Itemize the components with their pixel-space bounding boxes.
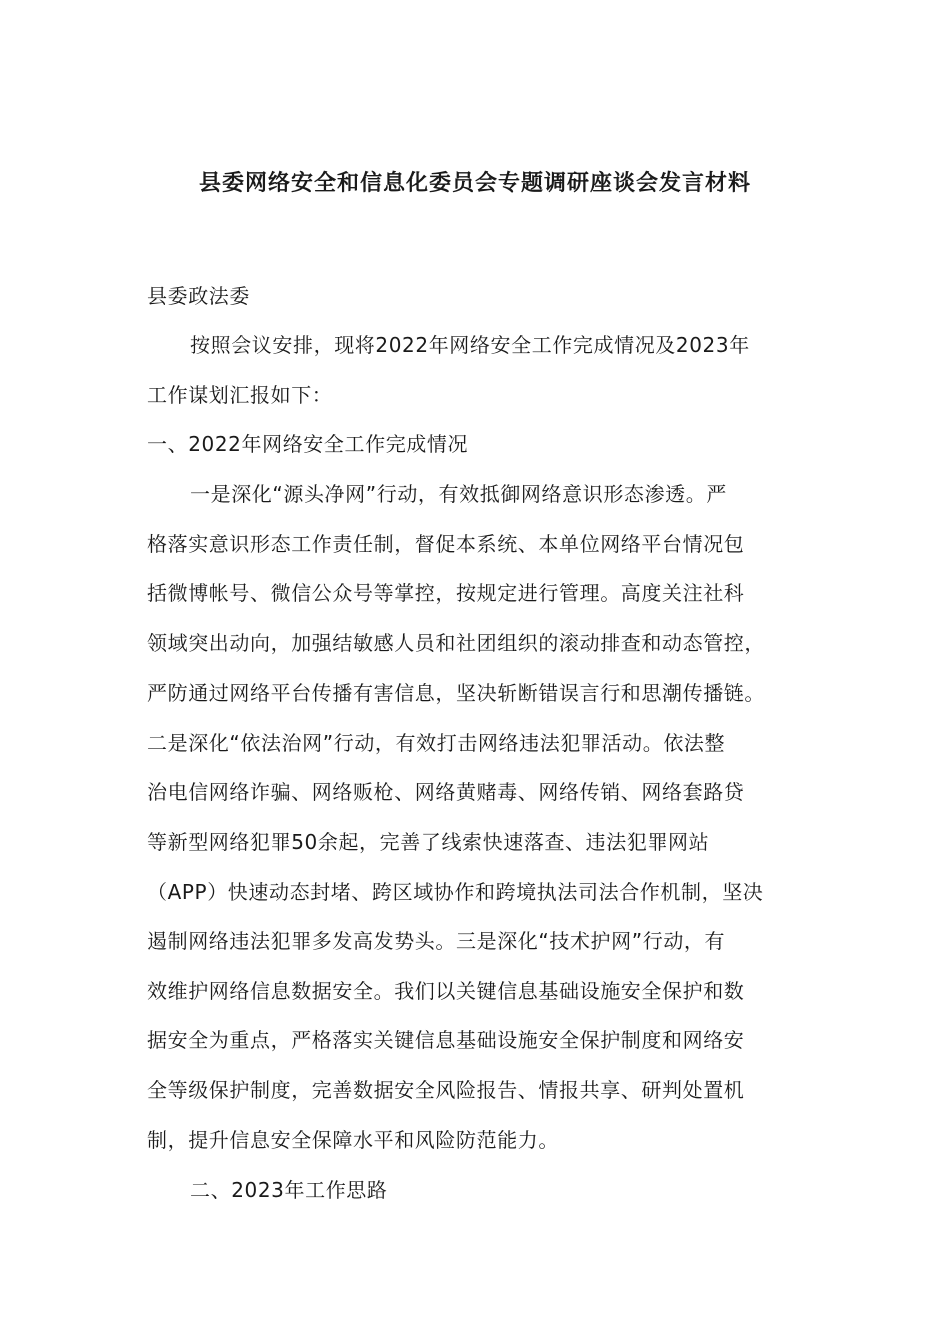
body-line: 全等级保护制度，完善数据安全风险报告、情报共享、研判处置机 (147, 1078, 745, 1102)
body-line: 格落实意识形态工作责任制，督促本系统、本单位网络平台情况包 (147, 532, 745, 556)
body-line: 括微博帐号、微信公众号等掌控，按规定进行管理。高度关注社科 (147, 581, 745, 605)
sender-line: 县委政法委 (147, 284, 250, 308)
body-line: 效维护网络信息数据安全。我们以关键信息基础设施安全保护和数 (147, 979, 745, 1003)
body-line: 严防通过网络平台传播有害信息，坚决斩断错误言行和思潮传播链。 (147, 681, 765, 705)
body-line: 遏制网络违法犯罪多发高发势头。三是深化“技术护网”行动，有 (147, 929, 726, 953)
document-title: 县委网络安全和信息化委员会专题调研座谈会发言材料 (198, 170, 751, 196)
body-line: 工作谋划汇报如下： (147, 383, 333, 407)
body-line: 据安全为重点，严格落实关键信息基础设施安全保护制度和网络安 (147, 1028, 745, 1052)
body-line: 一是深化“源头净网”行动，有效抵御网络意识形态渗透。严 (190, 482, 727, 506)
body-line: 等新型网络犯罪50余起，完善了线索快速落查、违法犯罪网站 (147, 830, 710, 854)
body-line: 领域突出动向，加强结敏感人员和社团组织的滚动排查和动态管控， (147, 631, 765, 655)
body-line: 二是深化“依法治网”行动，有效打击网络违法犯罪活动。依法整 (147, 731, 726, 755)
body-line: 治电信网络诈骗、网络贩枪、网络黄赌毒、网络传销、网络套路贷 (147, 780, 745, 804)
body-line: 按照会议安排，现将2022年网络安全工作完成情况及2023年 (190, 333, 750, 357)
section-heading-2: 二、2023年工作思路 (190, 1178, 388, 1202)
body-line: （APP）快速动态封堵、跨区域协作和跨境执法司法合作机制，坚决 (147, 880, 764, 904)
body-line: 制，提升信息安全保障水平和风险防范能力。 (147, 1128, 559, 1152)
section-heading-1: 一、2022年网络安全工作完成情况 (147, 432, 469, 456)
